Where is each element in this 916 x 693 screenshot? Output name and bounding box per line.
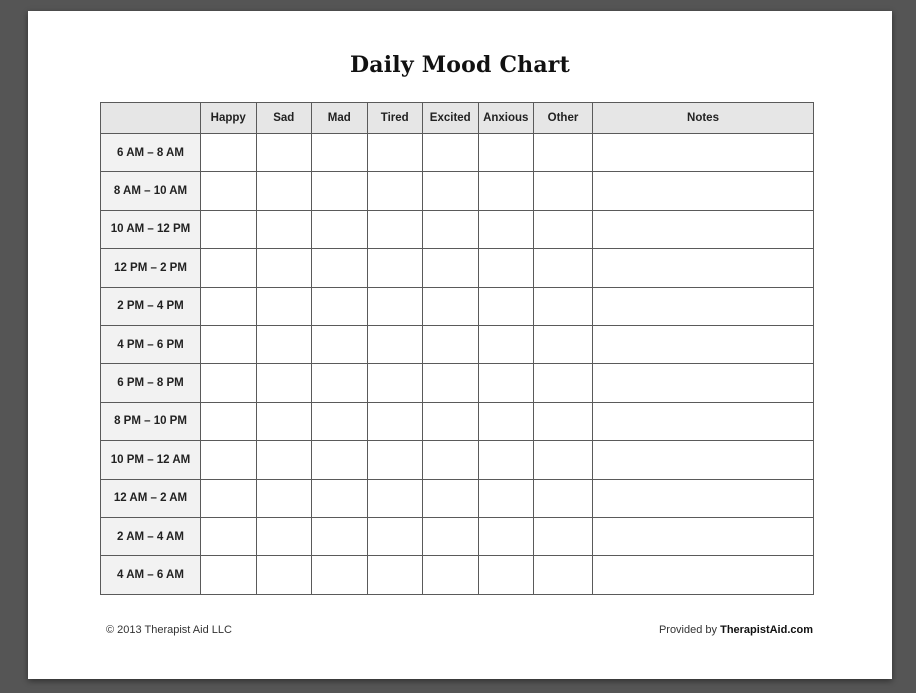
tired-cell[interactable] bbox=[367, 210, 423, 248]
notes-cell[interactable] bbox=[593, 402, 814, 440]
anxious-cell[interactable] bbox=[478, 134, 534, 172]
happy-cell[interactable] bbox=[201, 479, 257, 517]
excited-cell[interactable] bbox=[423, 556, 479, 594]
happy-cell[interactable] bbox=[201, 517, 257, 555]
table-row bbox=[101, 402, 814, 440]
happy-cell[interactable] bbox=[201, 249, 257, 287]
happy-cell[interactable] bbox=[201, 556, 257, 594]
happy-cell[interactable] bbox=[201, 134, 257, 172]
time-slot-label: 4 AM – 6 AM bbox=[101, 556, 201, 594]
mad-cell[interactable] bbox=[312, 172, 368, 210]
other-cell[interactable] bbox=[534, 287, 593, 325]
table-row bbox=[101, 441, 814, 479]
anxious-cell[interactable] bbox=[478, 364, 534, 402]
notes-cell[interactable] bbox=[593, 287, 814, 325]
time-slot-label: 4 PM – 6 PM bbox=[101, 325, 201, 363]
happy-cell[interactable] bbox=[201, 287, 257, 325]
sad-cell[interactable] bbox=[256, 172, 312, 210]
table-row bbox=[101, 134, 814, 172]
notes-cell[interactable] bbox=[593, 364, 814, 402]
other-cell[interactable] bbox=[534, 556, 593, 594]
excited-cell[interactable] bbox=[423, 364, 479, 402]
sad-cell[interactable] bbox=[256, 134, 312, 172]
happy-cell[interactable] bbox=[201, 172, 257, 210]
provider-brand: TherapistAid.com bbox=[720, 624, 813, 636]
excited-cell[interactable] bbox=[423, 172, 479, 210]
anxious-cell[interactable] bbox=[478, 249, 534, 287]
sad-cell[interactable] bbox=[256, 479, 312, 517]
time-slot-label: 8 PM – 10 PM bbox=[101, 402, 201, 440]
tired-cell[interactable] bbox=[367, 287, 423, 325]
column-header-excited: Excited bbox=[423, 103, 479, 134]
tired-cell[interactable] bbox=[367, 249, 423, 287]
time-slot-label: 2 PM – 4 PM bbox=[101, 287, 201, 325]
anxious-cell[interactable] bbox=[478, 325, 534, 363]
happy-cell[interactable] bbox=[201, 441, 257, 479]
provided-by bbox=[659, 624, 813, 636]
time-slot-label: 10 AM – 12 PM bbox=[101, 210, 201, 248]
time-slot-label: 8 AM – 10 AM bbox=[101, 172, 201, 210]
other-cell[interactable] bbox=[534, 210, 593, 248]
excited-cell[interactable] bbox=[423, 517, 479, 555]
other-cell[interactable] bbox=[534, 172, 593, 210]
sad-cell[interactable] bbox=[256, 325, 312, 363]
sad-cell[interactable] bbox=[256, 556, 312, 594]
mad-cell[interactable] bbox=[312, 249, 368, 287]
other-cell[interactable] bbox=[534, 441, 593, 479]
notes-cell[interactable] bbox=[593, 134, 814, 172]
other-cell[interactable] bbox=[534, 325, 593, 363]
tired-cell[interactable] bbox=[367, 517, 423, 555]
mad-cell[interactable] bbox=[312, 287, 368, 325]
excited-cell[interactable] bbox=[423, 210, 479, 248]
column-header-time bbox=[101, 103, 201, 134]
provided-by-prefix: Provided by bbox=[658, 624, 721, 636]
other-cell[interactable] bbox=[534, 517, 593, 555]
table-row bbox=[101, 325, 814, 363]
table-row bbox=[101, 517, 814, 555]
table-row bbox=[101, 172, 814, 210]
tired-cell[interactable] bbox=[367, 172, 423, 210]
time-slot-label: 12 PM – 2 PM bbox=[101, 249, 201, 287]
table-row bbox=[101, 287, 814, 325]
other-cell[interactable] bbox=[534, 479, 593, 517]
tired-cell[interactable] bbox=[367, 134, 423, 172]
mad-cell[interactable] bbox=[312, 402, 368, 440]
mad-cell[interactable] bbox=[312, 325, 368, 363]
time-slot-label: 6 AM – 8 AM bbox=[101, 134, 201, 172]
sad-cell[interactable] bbox=[256, 364, 312, 402]
column-header-other: Other bbox=[534, 103, 593, 134]
column-header-anxious: Anxious bbox=[478, 103, 534, 134]
happy-cell[interactable] bbox=[201, 210, 257, 248]
notes-cell[interactable] bbox=[593, 249, 814, 287]
time-slot-label: 2 AM – 4 AM bbox=[101, 517, 201, 555]
mad-cell[interactable] bbox=[312, 556, 368, 594]
excited-cell[interactable] bbox=[423, 134, 479, 172]
anxious-cell[interactable] bbox=[478, 287, 534, 325]
column-header-mad: Mad bbox=[312, 103, 368, 134]
mad-cell[interactable] bbox=[312, 517, 368, 555]
happy-cell[interactable] bbox=[201, 364, 257, 402]
other-cell[interactable] bbox=[534, 134, 593, 172]
header-row bbox=[101, 103, 814, 134]
excited-cell[interactable] bbox=[423, 479, 479, 517]
column-header-tired: Tired bbox=[367, 103, 423, 134]
mad-cell[interactable] bbox=[312, 210, 368, 248]
tired-cell[interactable] bbox=[367, 441, 423, 479]
anxious-cell[interactable] bbox=[478, 172, 534, 210]
tired-cell[interactable] bbox=[367, 402, 423, 440]
other-cell[interactable] bbox=[534, 402, 593, 440]
column-header-happy: Happy bbox=[201, 103, 257, 134]
sad-cell[interactable] bbox=[256, 249, 312, 287]
sad-cell[interactable] bbox=[256, 441, 312, 479]
sad-cell[interactable] bbox=[256, 210, 312, 248]
notes-cell[interactable] bbox=[593, 210, 814, 248]
excited-cell[interactable] bbox=[423, 441, 479, 479]
excited-cell[interactable] bbox=[423, 325, 479, 363]
mad-cell[interactable] bbox=[312, 479, 368, 517]
time-slot-label: 12 AM – 2 AM bbox=[101, 479, 201, 517]
sad-cell[interactable] bbox=[256, 402, 312, 440]
page-title: Daily Mood Chart bbox=[350, 52, 570, 78]
time-slot-label: 10 PM – 12 AM bbox=[101, 441, 201, 479]
tired-cell[interactable] bbox=[367, 556, 423, 594]
notes-cell[interactable] bbox=[593, 479, 814, 517]
mad-cell[interactable] bbox=[312, 441, 368, 479]
excited-cell[interactable] bbox=[423, 402, 479, 440]
excited-cell[interactable] bbox=[423, 249, 479, 287]
notes-cell[interactable] bbox=[593, 172, 814, 210]
anxious-cell[interactable] bbox=[478, 402, 534, 440]
time-slot-label: 6 PM – 8 PM bbox=[101, 364, 201, 402]
copyright-notice: © 2013 Therapist Aid LLC bbox=[106, 624, 232, 636]
anxious-cell[interactable] bbox=[478, 210, 534, 248]
anxious-cell[interactable] bbox=[478, 517, 534, 555]
sad-cell[interactable] bbox=[256, 517, 312, 555]
document-page bbox=[28, 11, 892, 679]
tired-cell[interactable] bbox=[367, 479, 423, 517]
mood-chart-table bbox=[100, 102, 814, 595]
notes-cell[interactable] bbox=[593, 325, 814, 363]
notes-cell[interactable] bbox=[593, 517, 814, 555]
table-row bbox=[101, 479, 814, 517]
anxious-cell[interactable] bbox=[478, 479, 534, 517]
mad-cell[interactable] bbox=[312, 364, 368, 402]
happy-cell[interactable] bbox=[201, 402, 257, 440]
anxious-cell[interactable] bbox=[478, 556, 534, 594]
notes-cell[interactable] bbox=[593, 556, 814, 594]
table-row bbox=[101, 249, 814, 287]
column-header-notes: Notes bbox=[593, 103, 814, 134]
column-header-sad: Sad bbox=[256, 103, 312, 134]
notes-cell[interactable] bbox=[593, 441, 814, 479]
mad-cell[interactable] bbox=[312, 134, 368, 172]
excited-cell[interactable] bbox=[423, 287, 479, 325]
tired-cell[interactable] bbox=[367, 325, 423, 363]
happy-cell[interactable] bbox=[201, 325, 257, 363]
table-row bbox=[101, 210, 814, 248]
other-cell[interactable] bbox=[534, 249, 593, 287]
other-cell[interactable] bbox=[534, 364, 593, 402]
table-row bbox=[101, 556, 814, 594]
sad-cell[interactable] bbox=[256, 287, 312, 325]
tired-cell[interactable] bbox=[367, 364, 423, 402]
table-row bbox=[101, 364, 814, 402]
anxious-cell[interactable] bbox=[478, 441, 534, 479]
